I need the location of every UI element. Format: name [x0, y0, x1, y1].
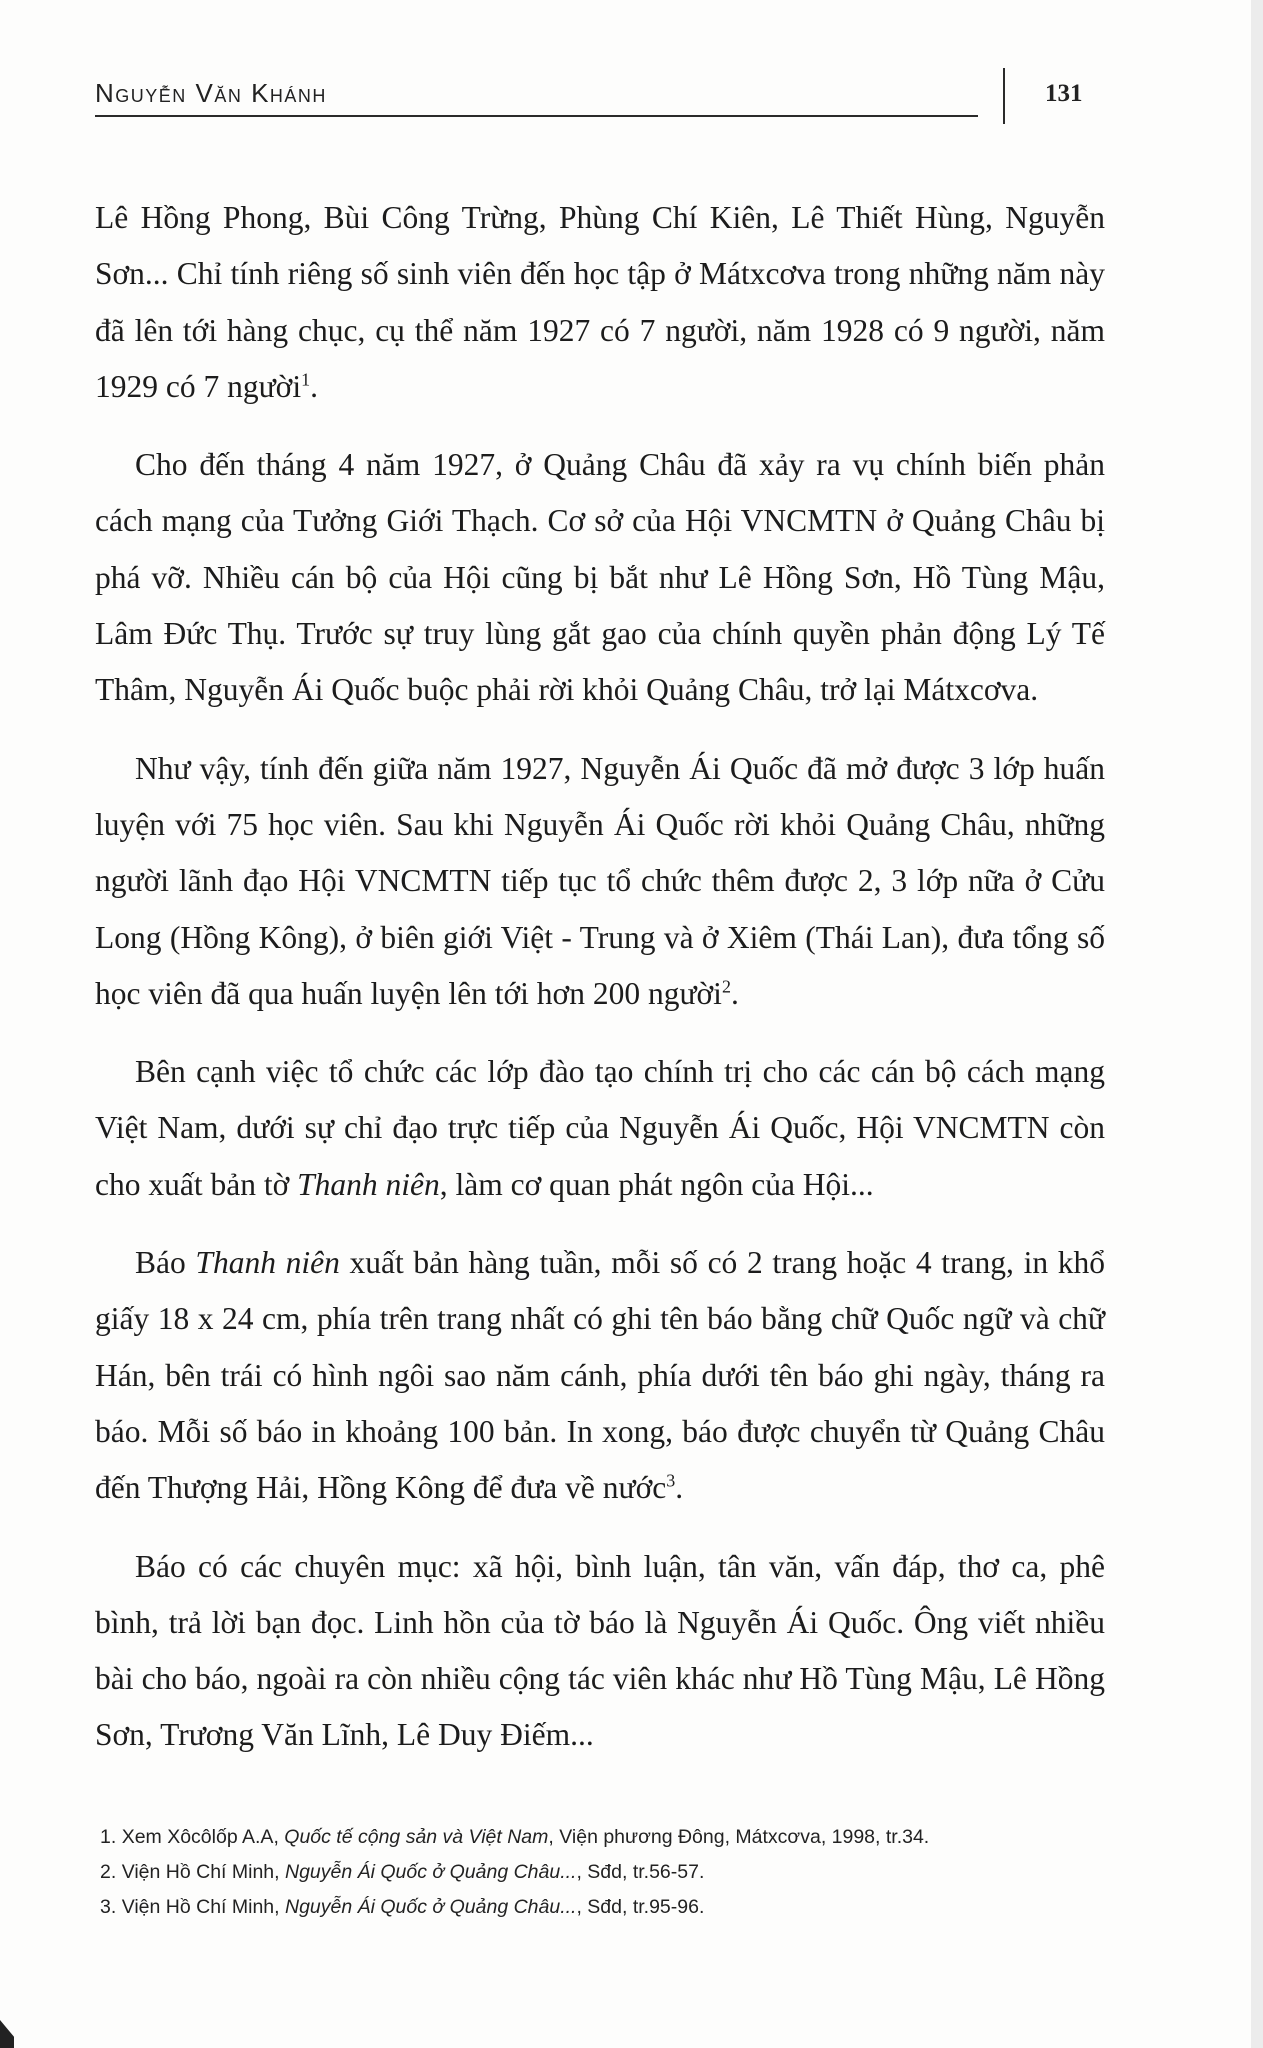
footnote-text-after: , Viện phương Đông, Mátxcơva, 1998, tr.34.	[548, 1826, 930, 1848]
paragraph-3-text: Như vậy, tính đến giữa năm 1927, Nguyễn Ái Quốc đã mở được 3 lớp huấn luyện với 75 học viên. Sau khi Nguyễn Ái Quốc rời khỏi Quảng Châu, những người lãnh đạo Hội VNCMTN tiếp tục tổ chức thêm được 2, 3 lớp nữa ở Cửu Long (Hồng Kông), ở biên giới Việt - Trung và ở Xiêm (Thái Lan), đưa tổng số học viên đã qua huấn luyện lên tới hơn 200 người	[95, 750, 1105, 1011]
footnote-text-after: , Sđd, tr.95-96.	[576, 1896, 705, 1918]
footnote-text-after: , Sđd, tr.56-57.	[576, 1861, 705, 1883]
page-edge	[1251, 0, 1263, 2048]
paragraph-6	[95, 1539, 1105, 1764]
footnote-text-before: Xem Xôcôlốp A.A,	[121, 1826, 285, 1848]
footnote-1	[100, 1820, 1110, 1855]
body-text	[95, 190, 1105, 1764]
paragraph-2	[95, 437, 1105, 718]
paragraph-5: Báo Thanh niên xuất bản hàng tuần, mỗi số có 2 trang hoặc 4 trang, in khổ giấy 18 x 24 cm, phía trên trang nhất có ghi tên báo bằng chữ Quốc ngữ và chữ Hán, bên trái có hình ngôi sao năm cánh, phía dưới tên báo ghi ngày, tháng ra báo. Mỗi số báo in khoảng 100 bản. In xong, báo được chuyển từ Quảng Châu đến Thượng Hải, Hồng Kông để đưa về nước$^3$.	[95, 1245, 1105, 1506]
header-rule	[95, 115, 978, 117]
running-header-author: Nguyễn Văn Khánh	[95, 78, 327, 108]
paragraph-5-text-before: Báo	[135, 1245, 196, 1281]
paragraph-1-text: Lê Hồng Phong, Bùi Công Trừng, Phùng Chí Kiên, Lê Thiết Hùng, Nguyễn Sơn... Chỉ tính riêng số sinh viên đến học tập ở Mátxcơva trong những năm này đã lên tới hàng chục, cụ thể năm 1927 có 7 người, năm 1928 có 9 người, năm 1929 có 7 người	[95, 200, 1105, 404]
paragraph-4-text-after: , làm cơ quan phát ngôn của Hội...	[439, 1166, 874, 1202]
footnote-text-before: Viện Hồ Chí Minh,	[121, 1861, 285, 1883]
header-divider	[1003, 68, 1005, 124]
paragraph-3: Như vậy, tính đến giữa năm 1927, Nguyễn Ái Quốc đã mở được 3 lớp huấn luyện với 75 học viên. Sau khi Nguyễn Ái Quốc rời khỏi Quảng Châu, những người lãnh đạo Hội VNCMTN tiếp tục tổ chức thêm được 2, 3 lớp nữa ở Cửu Long (Hồng Kông), ở biên giới Việt - Trung và ở Xiêm (Thái Lan), đưa tổng số học viên đã qua huấn luyện lên tới hơn 200 người$^2$.	[95, 750, 1105, 1011]
footnote-number: 1.	[100, 1826, 117, 1848]
page-number: 131	[1045, 80, 1083, 107]
footnote-book-title: Quốc tế cộng sản và Việt Nam	[284, 1826, 549, 1848]
footnote-ref-2: 2	[721, 976, 731, 997]
footnote-text-before: Viện Hồ Chí Minh,	[121, 1896, 285, 1918]
footnote-number: 3.	[100, 1896, 117, 1918]
paragraph-4-text-before: Bên cạnh việc tổ chức các lớp đào tạo chính trị cho các cán bộ cách mạng Việt Nam, dưới sự chỉ đạo trực tiếp của Nguyễn Ái Quốc, Hội VNCMTN còn cho xuất bản tờ	[95, 1054, 1105, 1202]
paragraph-1: Lê Hồng Phong, Bùi Công Trừng, Phùng Chí Kiên, Lê Thiết Hùng, Nguyễn Sơn... Chỉ tính riêng số sinh viên đến học tập ở Mátxcơva trong những năm này đã lên tới hàng chục, cụ thể năm 1927 có 7 người, năm 1928 có 9 người, năm 1929 có 7 người$^1$.	[95, 200, 1105, 404]
footnote-ref-3: 3	[666, 1470, 676, 1491]
footnote-number: 2.	[100, 1861, 117, 1883]
footnote-3	[100, 1890, 1110, 1925]
paragraph-4	[95, 1044, 1105, 1213]
footnote-book-title: Nguyễn Ái Quốc ở Quảng Châu...	[285, 1896, 577, 1918]
page-corner-mark	[0, 2020, 14, 2048]
footnote-ref-1: 1	[301, 369, 311, 390]
paragraph-6-text: Báo có các chuyên mục: xã hội, bình luận, tân văn, vấn đáp, thơ ca, phê bình, trả lời bạn đọc. Linh hồn của tờ báo là Nguyễn Ái Quốc. Ông viết nhiều bài cho báo, ngoài ra còn nhiều cộng tác viên khác như Hồ Tùng Mậu, Lê Hồng Sơn, Trương Văn Lĩnh, Lê Duy Điếm...	[95, 1548, 1105, 1753]
footnote-2	[100, 1855, 1110, 1890]
footnote-book-title: Nguyễn Ái Quốc ở Quảng Châu...	[285, 1861, 577, 1883]
paragraph-5-text-after: xuất bản hàng tuần, mỗi số có 2 trang hoặc 4 trang, in khổ giấy 18 x 24 cm, phía trên trang nhất có ghi tên báo bằng chữ Quốc ngữ và chữ Hán, bên trái có hình ngôi sao năm cánh, phía dưới tên báo ghi ngày, tháng ra báo. Mỗi số báo in khoảng 100 bản. In xong, báo được chuyển từ Quảng Châu đến Thượng Hải, Hồng Kông để đưa về nước	[95, 1245, 1105, 1506]
newspaper-title: Thanh niên	[297, 1166, 440, 1202]
paragraph-2-text: Cho đến tháng 4 năm 1927, ở Quảng Châu đã xảy ra vụ chính biến phản cách mạng của Tưởng Giới Thạch. Cơ sở của Hội VNCMTN ở Quảng Châu bị phá vỡ. Nhiều cán bộ của Hội cũng bị bắt như Lê Hồng Sơn, Hồ Tùng Mậu, Lâm Đức Thụ. Trước sự truy lùng gắt gao của chính quyền phản động Lý Tế Thâm, Nguyễn Ái Quốc buộc phải rời khỏi Quảng Châu, trở lại Mátxcơva.	[95, 447, 1105, 708]
footnotes	[100, 1820, 1110, 1925]
newspaper-title: Thanh niên	[195, 1245, 340, 1281]
